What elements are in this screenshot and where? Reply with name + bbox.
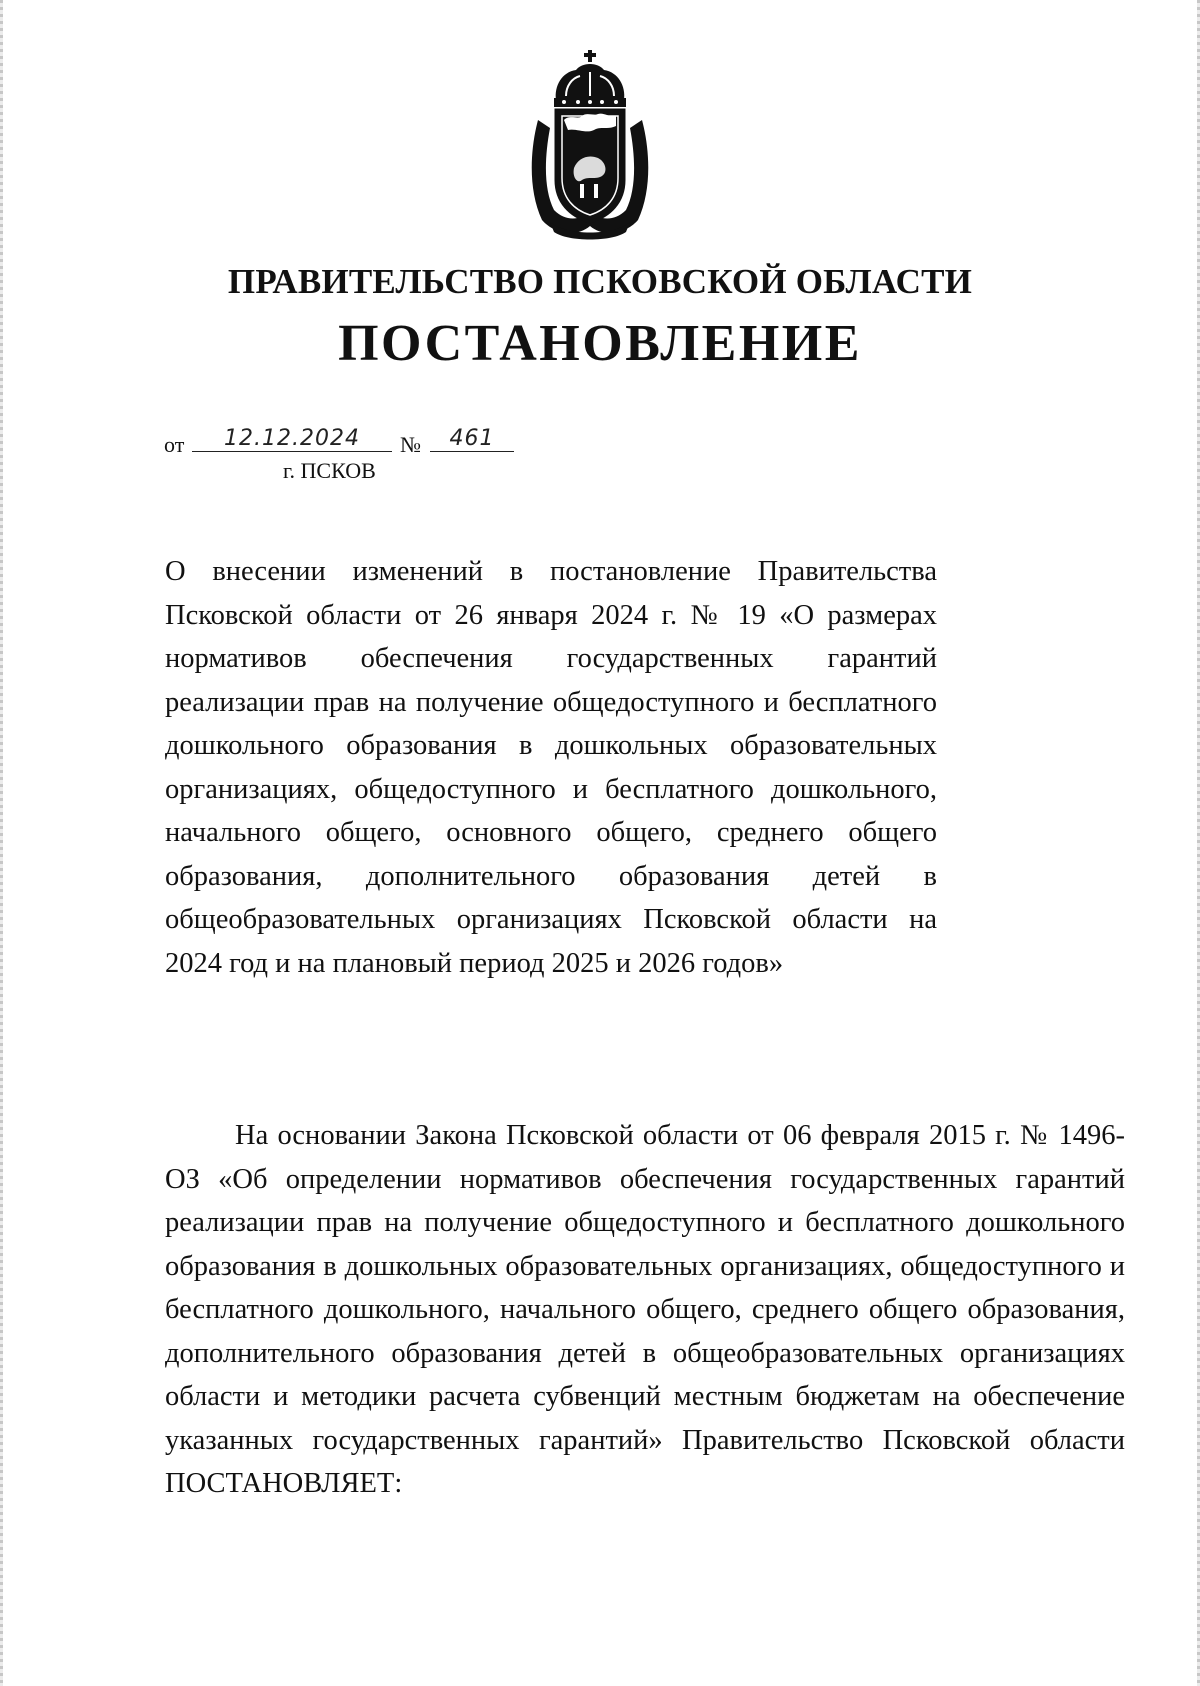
organization-title: ПРАВИТЕЛЬСТВО ПСКОВСКОЙ ОБЛАСТИ: [227, 262, 973, 301]
body-paragraph: На основании Закона Псковской области от 06 февраля 2015 г. № 1496-ОЗ «Об определении нормативов обеспечения государственных гарантий реализации прав на получение общедоступного и бесплатного дошкольного образования в дошкольных образовательных организациях, общедоступного и бесплатного дошкольного, начального общего, среднего общего образования, дополнительного образования детей в общеобразовательных организациях области и методики расчета субвенций местным бюджетам на обеспечение указанных государственных гарантий» Правительство Псковской области ПОСТАНОВЛЯЕТ:: [165, 1120, 1125, 1499]
date-label: от: [164, 432, 185, 457]
number-label: №: [400, 432, 421, 457]
document-type-title: ПОСТАНОВЛЕНИЕ: [338, 315, 862, 372]
date-value: 12.12.2024: [192, 426, 392, 452]
city-label: г. ПСКОВ: [283, 458, 376, 483]
scan-edge-left: [0, 0, 3, 1686]
subject-text: О внесении изменений в постановление Правительства Псковской области от 26 января 2024 г. № 19 «О размерах нормативов обеспечения государственных гарантий реализации прав на получение общедоступного и бесплатного дошкольного образования в дошкольных образовательных организациях, общедоступного и бесплатного дошкольного, начального общего, основного общего, среднего общего образования, дополнительного образования детей в общеобразовательных организациях Псковской области на 2024 год и на плановый период 2025 и 2026 годов»: [165, 556, 937, 979]
number-value: 461: [430, 426, 514, 452]
document-subject: [165, 550, 937, 985]
coat-of-arms-icon: [526, 50, 654, 240]
